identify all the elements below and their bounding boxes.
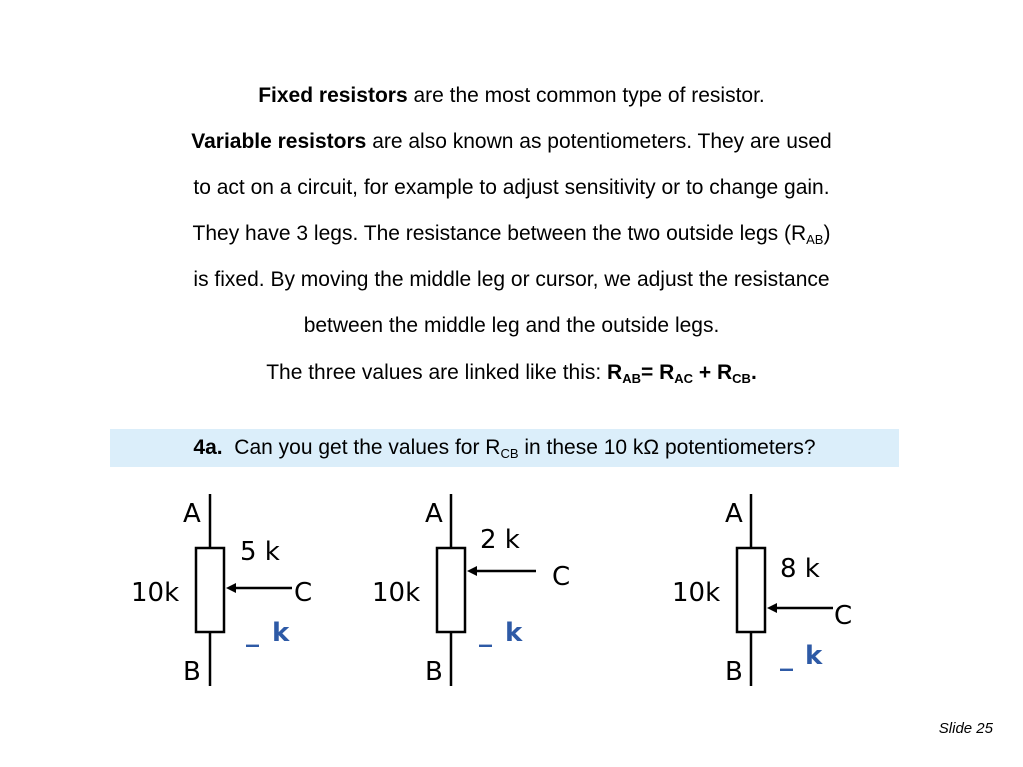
label-total: 10k — [672, 578, 721, 608]
resistor-body — [437, 548, 465, 632]
text-line-5: is fixed. By moving the middle leg or cursor, we adjust the resistance — [193, 268, 830, 291]
label-given: 8 k — [780, 554, 820, 584]
label-c: C — [834, 601, 853, 631]
answer-blank: _ — [246, 618, 259, 648]
slide-number: Slide 25 — [938, 720, 993, 737]
label-a: A — [725, 499, 743, 529]
wiper-arrow-icon — [226, 583, 236, 593]
potentiometer-diagram-1 — [131, 494, 312, 687]
resistor-body — [737, 548, 765, 632]
wiper-arrow-icon — [467, 566, 477, 576]
answer-unit: k — [505, 618, 523, 648]
answer-unit: k — [805, 641, 823, 671]
label-b: B — [725, 657, 743, 687]
label-total: 10k — [131, 578, 180, 608]
text-line-4: They have 3 legs. The resistance between the two outside legs $(R_{AB})$ — [192, 222, 831, 247]
label-total: 10k — [372, 578, 421, 608]
answer-blank: _ — [780, 642, 793, 672]
label-c: C — [552, 562, 571, 592]
text-line-6: between the middle leg and the outside legs. — [303, 314, 720, 337]
label-given: 5 k — [240, 537, 280, 567]
text-line-2: Variable resistors are also known as potentiometers. They are used — [191, 130, 832, 153]
text-line-3: to act on a circuit, for example to adjust sensitivity or to change gain. — [193, 176, 830, 199]
label-b: B — [425, 657, 443, 687]
label-a: A — [425, 499, 443, 529]
term-variable-resistors: Variable resistors — [191, 130, 367, 153]
wiper-arrow-icon — [767, 603, 777, 613]
label-given: 2 k — [480, 525, 520, 555]
label-a: A — [183, 499, 201, 529]
term-fixed-resistors: Fixed resistors — [258, 84, 408, 107]
answer-blank: _ — [479, 618, 492, 648]
question-number: 4a. — [193, 436, 223, 459]
resistor-body — [196, 548, 224, 632]
question-box: 4a. Can you get the values for $R_{CB}$ in these 10 kΩ potentiometers? — [110, 429, 899, 467]
formula: $R_{AB}= R_{AC} + R_{CB}$. — [607, 361, 757, 386]
potentiometer-diagram-3 — [672, 494, 852, 687]
answer-unit: k — [272, 618, 290, 648]
label-c: C — [294, 578, 313, 608]
potentiometer-diagram-2 — [372, 494, 570, 687]
formula-line: The three values are linked like this: $R_{AB}= R_{AC} + R_{CB}$. — [266, 361, 757, 386]
label-b: B — [183, 657, 201, 687]
text-line-1: Fixed resistors are the most common type of resistor. — [258, 84, 765, 107]
